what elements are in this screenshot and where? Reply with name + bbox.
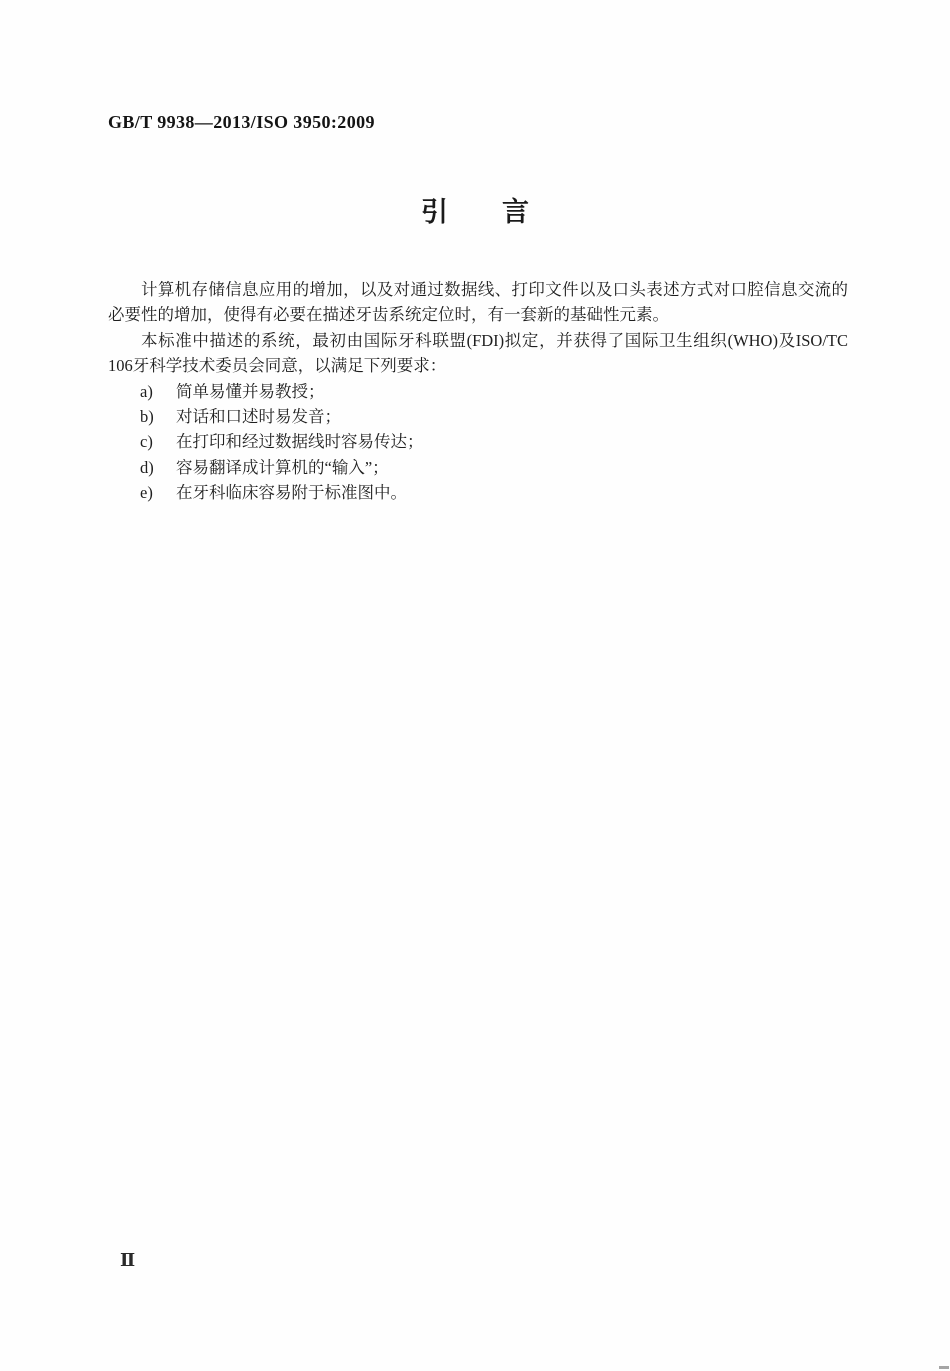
list-item-label: d) xyxy=(140,457,154,477)
list-item-label: e) xyxy=(140,483,153,503)
list-item-label: a) xyxy=(140,381,153,401)
list-item-text: 在牙科临床容易附于标准图中。 xyxy=(176,483,407,503)
requirements-list xyxy=(140,379,848,506)
list-item-text: 对话和口述时易发音； xyxy=(176,407,341,427)
list-item-d xyxy=(140,455,848,480)
list-item-text: 在打印和经过数据线时容易传达； xyxy=(176,432,424,452)
list-item-a xyxy=(140,379,848,404)
list-item-b xyxy=(140,404,848,429)
standard-number-header: GB/T 9938—2013/ISO 3950:2009 xyxy=(108,112,375,132)
page-title: 引 言 xyxy=(421,197,529,227)
list-item-text: 容易翻译成计算机的“输入”； xyxy=(176,457,389,477)
paragraph-2: 本标准中描述的系统，最初由国际牙科联盟(FDI)拟定，并获得了国际卫生组织(WHO)及ISO/TC 106牙科学技术委员会同意，以满足下列要求： xyxy=(108,330,848,376)
page-number: Ⅱ xyxy=(120,1250,136,1270)
list-item-c xyxy=(140,429,848,454)
list-item-label: c) xyxy=(140,432,153,452)
list-item-text: 简单易懂并易教授； xyxy=(176,381,325,401)
scan-artifact xyxy=(939,1366,949,1369)
body-content xyxy=(108,277,848,506)
paragraph-1: 计算机存储信息应用的增加，以及对通过数据线、打印文件以及口头表述方式对口腔信息交流的必要性的增加，使得有必要在描述牙齿系统定位时，有一套新的基础性元素。 xyxy=(108,280,848,325)
list-item-label: b) xyxy=(140,407,154,427)
list-item-e xyxy=(140,480,848,505)
